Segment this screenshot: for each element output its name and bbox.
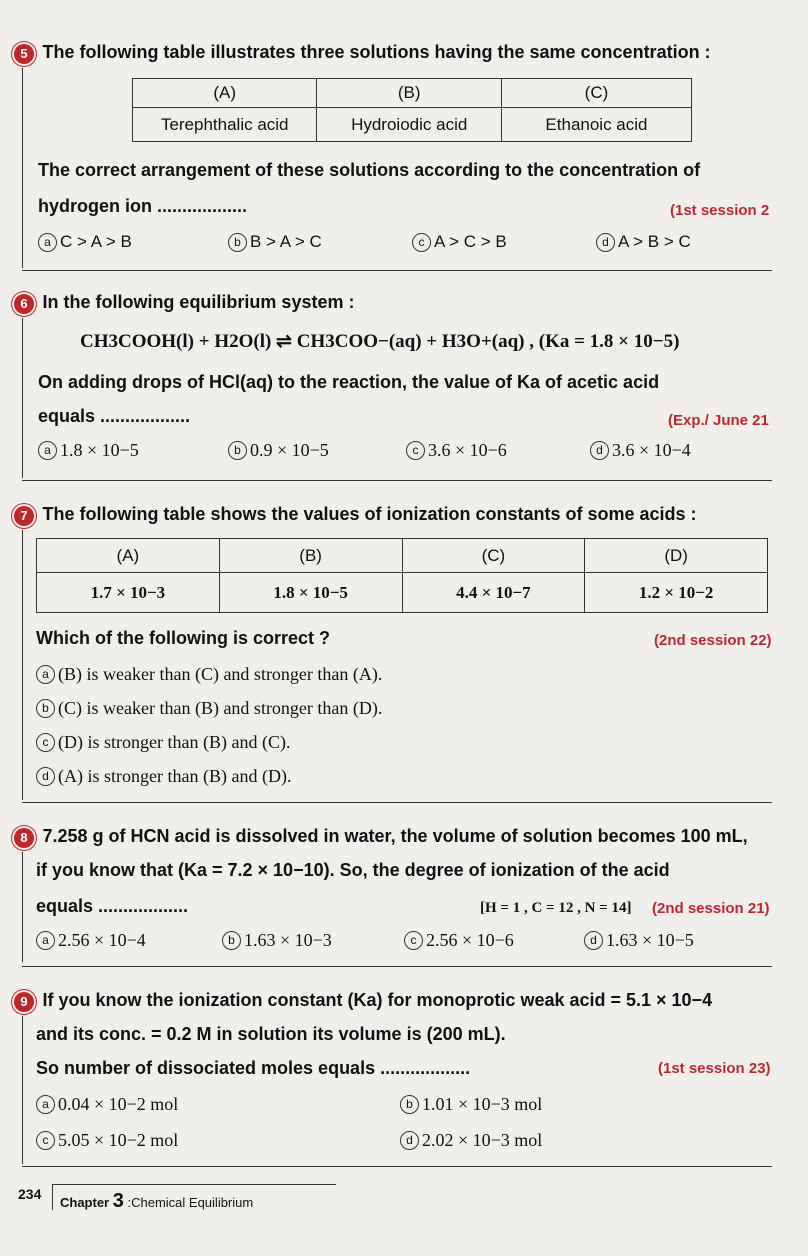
question-5-header bbox=[14, 42, 794, 64]
question-prompt: Which of the following is correct ? bbox=[36, 628, 331, 648]
option-letter: d bbox=[584, 931, 603, 950]
option-letter: d bbox=[596, 233, 615, 252]
option-b[interactable] bbox=[222, 930, 332, 951]
table-cell: Terephthalic acid bbox=[133, 108, 317, 142]
question-divider bbox=[22, 802, 772, 803]
question-body-line: So number of dissociated moles equals .................. bbox=[36, 1058, 471, 1078]
option-text: 2.56 × 10−6 bbox=[426, 930, 514, 950]
question-body-line: equals .................. bbox=[36, 896, 189, 916]
table-header-cell: (B) bbox=[219, 539, 402, 573]
equilibrium-equation: CH3COOH(l) + H2O(l) ⇌ CH3COO−(aq) + H3O+(aq) , (Ka = 1.8 × 10−5) bbox=[80, 331, 680, 352]
exam-source: (1st session 2 bbox=[670, 202, 770, 219]
question-bracket bbox=[22, 1016, 23, 1164]
question-number-badge: 7 bbox=[14, 506, 34, 526]
option-d[interactable] bbox=[596, 232, 691, 252]
option-letter: c bbox=[36, 1131, 55, 1150]
table-header-cell: (D) bbox=[585, 539, 768, 573]
question-body-line: hydrogen ion .................. bbox=[38, 196, 248, 216]
option-a[interactable] bbox=[36, 1094, 178, 1115]
option-a[interactable] bbox=[36, 930, 146, 951]
option-text: 1.01 × 10−3 mol bbox=[422, 1094, 543, 1114]
exam-source: (Exp./ June 21 bbox=[668, 412, 769, 429]
option-letter: a bbox=[38, 441, 57, 460]
option-letter: d bbox=[36, 767, 55, 786]
option-a[interactable] bbox=[38, 440, 139, 461]
question-number-badge: 5 bbox=[14, 44, 34, 64]
option-b[interactable] bbox=[228, 440, 329, 461]
option-letter: c bbox=[406, 441, 425, 460]
chapter-number: 3 bbox=[112, 1190, 124, 1212]
option-letter: b bbox=[228, 441, 247, 460]
table-cell: 1.8 × 10−5 bbox=[219, 573, 402, 613]
option-letter: c bbox=[36, 733, 55, 752]
question-number-badge: 6 bbox=[14, 294, 34, 314]
option-text: (A) is stronger than (B) and (D). bbox=[58, 766, 292, 786]
option-letter: b bbox=[222, 931, 241, 950]
option-text: (D) is stronger than (B) and (C). bbox=[58, 732, 291, 752]
question-5-table bbox=[132, 78, 692, 142]
question-divider bbox=[22, 480, 772, 481]
question-title: The following table shows the values of ionization constants of some acids : bbox=[42, 504, 697, 524]
atomic-masses: [H = 1 , C = 12 , N = 14] bbox=[480, 900, 632, 916]
option-c[interactable] bbox=[412, 232, 507, 252]
option-text: A > B > C bbox=[618, 232, 691, 251]
option-text: (B) is weaker than (C) and stronger than (A). bbox=[58, 664, 383, 684]
option-c[interactable] bbox=[404, 930, 514, 951]
option-text: 2.56 × 10−4 bbox=[58, 930, 146, 950]
option-text: B > A > C bbox=[250, 232, 322, 251]
option-text: 3.6 × 10−4 bbox=[612, 440, 691, 460]
table-cell: 4.4 × 10−7 bbox=[402, 573, 585, 613]
question-body-line: and its conc. = 0.2 M in solution its volume is (200 mL). bbox=[36, 1024, 506, 1044]
question-body-line: if you know that (Ka = 7.2 × 10−10). So, the degree of ionization of the acid bbox=[36, 860, 670, 880]
question-title: The following table illustrates three solutions having the same concentration : bbox=[42, 42, 711, 62]
option-c[interactable] bbox=[36, 732, 290, 753]
question-bracket bbox=[22, 318, 23, 478]
option-letter: d bbox=[400, 1131, 419, 1150]
option-letter: a bbox=[36, 931, 55, 950]
question-bracket bbox=[22, 530, 23, 800]
option-b[interactable] bbox=[36, 698, 382, 719]
question-divider bbox=[22, 1166, 772, 1167]
option-text: A > C > B bbox=[434, 232, 507, 251]
option-text: 1.63 × 10−3 bbox=[244, 930, 332, 950]
option-text: 0.04 × 10−2 mol bbox=[58, 1094, 179, 1114]
option-d[interactable] bbox=[590, 440, 691, 461]
chapter-title: :Chemical Equilibrium bbox=[127, 1195, 254, 1210]
option-text: (C) is weaker than (B) and stronger than (D). bbox=[58, 698, 383, 718]
option-a[interactable] bbox=[38, 232, 132, 252]
question-7-header bbox=[14, 504, 794, 526]
table-header-cell: (A) bbox=[133, 79, 317, 108]
option-letter: b bbox=[400, 1095, 419, 1114]
option-letter: c bbox=[412, 233, 431, 252]
question-6-header bbox=[14, 292, 794, 314]
question-bracket bbox=[22, 852, 23, 962]
option-letter: a bbox=[38, 233, 57, 252]
question-body-line: 7.258 g of HCN acid is dissolved in water, the volume of solution becomes 100 mL, bbox=[42, 826, 748, 846]
exam-source: (2nd session 21) bbox=[652, 900, 770, 917]
page-number: 234 bbox=[18, 1186, 42, 1202]
option-text: 1.8 × 10−5 bbox=[60, 440, 139, 460]
option-d[interactable] bbox=[400, 1130, 542, 1151]
question-number-badge: 9 bbox=[14, 992, 34, 1012]
option-text: 0.9 × 10−5 bbox=[250, 440, 329, 460]
option-text: 2.02 × 10−3 mol bbox=[422, 1130, 543, 1150]
question-body-line: The correct arrangement of these solutions according to the concentration of bbox=[38, 160, 701, 180]
table-header-cell: (C) bbox=[402, 539, 585, 573]
option-letter: b bbox=[228, 233, 247, 252]
chapter-label bbox=[60, 1190, 253, 1213]
option-letter: b bbox=[36, 699, 55, 718]
question-divider bbox=[22, 270, 772, 271]
question-divider bbox=[22, 966, 772, 967]
question-9-header bbox=[14, 990, 794, 1012]
option-letter: a bbox=[36, 1095, 55, 1114]
option-b[interactable] bbox=[228, 232, 322, 252]
option-c[interactable] bbox=[36, 1130, 178, 1151]
table-cell: Ethanoic acid bbox=[501, 108, 691, 142]
question-body-line: equals .................. bbox=[38, 406, 191, 426]
option-text: 3.6 × 10−6 bbox=[428, 440, 507, 460]
question-7-table bbox=[36, 538, 768, 613]
table-cell: Hydroiodic acid bbox=[317, 108, 501, 142]
question-title: In the following equilibrium system : bbox=[42, 292, 355, 312]
option-text: C > A > B bbox=[60, 232, 132, 251]
question-body-line: On adding drops of HCl(aq) to the reaction, the value of Ka of acetic acid bbox=[38, 372, 660, 392]
table-cell: 1.7 × 10−3 bbox=[37, 573, 220, 613]
table-header-cell: (A) bbox=[37, 539, 220, 573]
footer-rule bbox=[52, 1184, 336, 1185]
question-8-header bbox=[14, 826, 794, 848]
question-bracket bbox=[22, 68, 23, 268]
option-a[interactable] bbox=[36, 664, 382, 685]
table-header-cell: (B) bbox=[317, 79, 501, 108]
question-body-line: If you know the ionization constant (Ka) for monoprotic weak acid = 5.1 × 10−4 bbox=[42, 990, 713, 1010]
option-text: 1.63 × 10−5 bbox=[606, 930, 694, 950]
chapter-word: Chapter bbox=[60, 1195, 110, 1210]
option-b[interactable] bbox=[400, 1094, 542, 1115]
option-text: 5.05 × 10−2 mol bbox=[58, 1130, 179, 1150]
option-c[interactable] bbox=[406, 440, 507, 461]
table-cell: 1.2 × 10−2 bbox=[585, 573, 768, 613]
option-letter: c bbox=[404, 931, 423, 950]
exam-source: (1st session 23) bbox=[658, 1060, 771, 1077]
table-header-cell: (C) bbox=[501, 79, 691, 108]
option-d[interactable] bbox=[36, 766, 291, 787]
option-letter: a bbox=[36, 665, 55, 684]
footer-divider bbox=[52, 1184, 53, 1210]
option-letter: d bbox=[590, 441, 609, 460]
question-number-badge: 8 bbox=[14, 828, 34, 848]
option-d[interactable] bbox=[584, 930, 694, 951]
exam-source: (2nd session 22) bbox=[654, 632, 772, 649]
